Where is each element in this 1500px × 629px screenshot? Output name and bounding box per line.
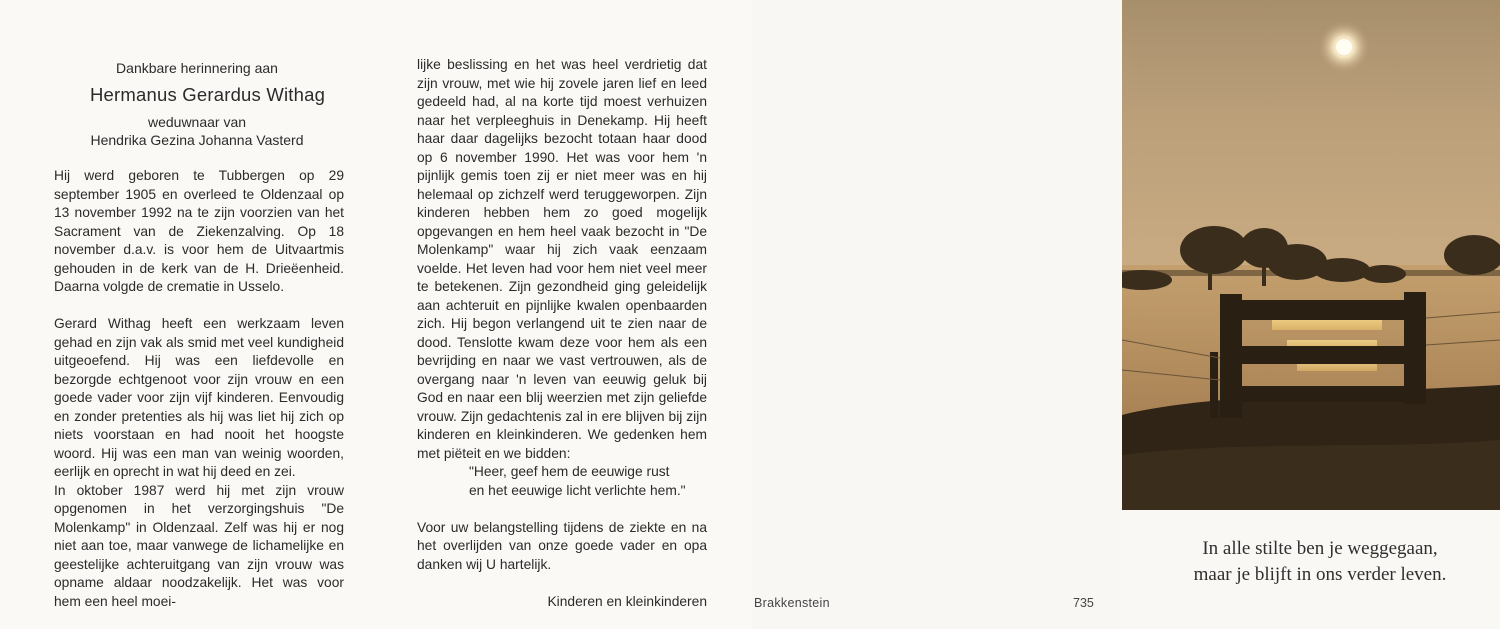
- publisher-name: Brakkenstein: [754, 596, 830, 610]
- back-panel: [752, 0, 1120, 629]
- sky: [1122, 0, 1500, 270]
- photo-illustration: [1122, 0, 1500, 510]
- relation-line: weduwnaar van: [147, 114, 247, 130]
- prayer-line-1: "Heer, geef hem de eeuwige rust: [469, 464, 670, 479]
- biography-column-2: [417, 56, 707, 611]
- sunset-gate-photo: [1122, 0, 1500, 510]
- signature: Kinderen en kleinkinderen: [547, 593, 707, 609]
- prayer-line-2: en het eeuwige licht verlichte hem.": [469, 482, 686, 498]
- thanks-paragraph: Voor uw belangstelling tijdens de ziekte en na het overlijden van onze goede vader en opa danken wij U hartelijk.: [417, 519, 707, 572]
- poem-line-2: maar je blijft in ons verder leven.: [1193, 564, 1447, 585]
- intro-line: Dankbare herinnering aan: [116, 60, 278, 76]
- poem-line-1: In alle stilte ben je weggegaan,: [1202, 538, 1438, 559]
- spouse-name: Hendrika Gezina Johanna Vasterd: [90, 132, 304, 148]
- character-paragraph: Gerard Withag heeft een werkzaam leven gehad en zijn vak als smid met veel kundigheid uitgeoefend. Hij was een liefdevolle en bezorgde echtgenoot voor zijn vrouw en een goede vader voor zijn vijf kinderen. Eenvoudig en zonder pretenties als hij was liet hij zich op niets voorstaan en had nooit het hoogste woord. Hij was een man van weinig woorden, eerlijk en oprecht in wat hij deed en zei.: [54, 316, 344, 479]
- wooden-gate: [1210, 292, 1426, 418]
- front-poem: [1120, 536, 1500, 588]
- birth-death-paragraph: Hij werd geboren te Tubbergen op 29 september 1905 en overleed te Oldenzaal op 13 november 1992 na te zijn voorzien van het Sacrament van de Ziekenzalving. Op 18 november d.a.v. is voor hem de Uitvaartmis gehouden in de kerk van de H. Drieëenheid. Daarna volgde de crematie in Usselo.: [54, 168, 344, 294]
- card-number: 735: [1073, 596, 1094, 610]
- continuation-paragraph: lijke beslissing en het was heel verdrietig dat zijn vrouw, met wie hij zovele jaren lief en leed gedeeld had, al na korte tijd moest verhuizen naar het verpleeghuis in Denekamp. Hij heeft haar daar dagelijks bezocht totaan haar dood op 6 november 1990. Het was voor hem 'n pijnlijk gemis toen zij er niet meer was en hij helemaal op zichzelf werd teruggeworpen. Zijn kinderen hebben hem zo goed mogelijk opgevangen en hem heel vaak bezocht in "De Molenkamp" waar hij zich vaak eenzaam voelde. Het leven had voor hem niet veel meer te betekenen. Zijn gezondheid ging geleidelijk aan achteruit en pijnlijke kwalen openbaarden zich. Hij begon verlangend uit te zien naar de dood. Tenslotte kwam deze voor hem als een bevrijding en naar we vast vertrouwen, als de overgang naar 'n leven van eeuwig geluk bij God en naar een blij weerzien met zijn geliefde vrouw. Zijn gedachtenis zal in ere blijven bij zijn kinderen en kleinkinderen. We gedenken hem met piëteit en we bidden:: [417, 57, 707, 461]
- care-home-paragraph: In oktober 1987 werd hij met zijn vrouw opgenomen in het verzorgingshuis "De Molenkamp" in Oldenzaal. Zelf was hij er nog niet aan toe, maar vanwege de lichamelijke en geestelijke achteruitgang van zijn vrouw was opname aldaar noodzakelijk. Het was voor hem een heel moei-: [54, 482, 344, 609]
- foreground-path: [1122, 440, 1500, 510]
- sun: [1336, 39, 1352, 55]
- deceased-name: Hermanus Gerardus Withag: [90, 84, 326, 105]
- biography-column-1: [54, 167, 344, 611]
